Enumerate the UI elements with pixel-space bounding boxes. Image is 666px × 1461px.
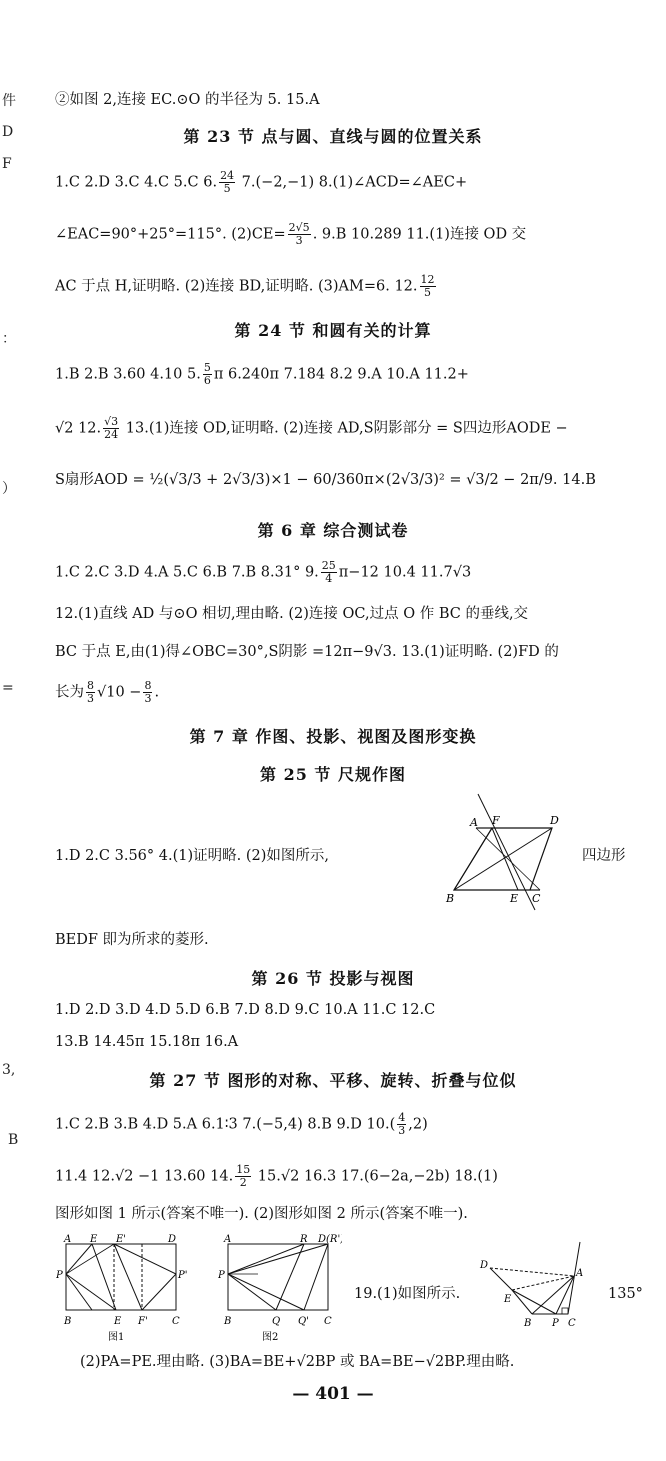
- edge-mark: 3,: [2, 1062, 16, 1078]
- point-label: C: [568, 1318, 576, 1328]
- text-line: 1.D 2.C 3.56° 4.(1)证明略. (2)如图所示,: [55, 848, 329, 864]
- text-line: [55, 416, 646, 441]
- text-run: 11.4 12.√2 −1 13.60 14.: [55, 1168, 234, 1185]
- text-line: [55, 1164, 646, 1189]
- edge-mark: ：: [2, 331, 16, 347]
- text-line: BC 于点 E,由(1)得∠OBC=30°,S阴影 =12π−9√3. 13.(1)证明略. (2)FD 的: [55, 644, 559, 660]
- edge-mark: D: [2, 124, 14, 140]
- figure-3: [476, 1238, 586, 1332]
- point-label: E: [114, 1316, 122, 1327]
- point-label: C: [324, 1316, 332, 1327]
- figure-2: [218, 1234, 342, 1350]
- point-label: C: [172, 1316, 180, 1327]
- point-label: Q': [298, 1316, 309, 1327]
- figure-caption: 图2: [262, 1332, 279, 1343]
- text-line: (2)PA=PE.理由略. (3)BA=BE+√2BP 或 BA=BE−√2BP.理由略.: [80, 1354, 515, 1370]
- edge-mark: ）: [2, 481, 16, 497]
- section-title: 第 26 节 投影与视图: [251, 969, 415, 988]
- point-label: A: [470, 816, 478, 829]
- point-label: D: [550, 814, 559, 827]
- fraction: $\frac{5}{6}$: [203, 361, 211, 387]
- point-label: B: [64, 1316, 72, 1327]
- text-line: 19.(1)如图所示.: [354, 1286, 461, 1302]
- text-line: 12.(1)直线 AD 与⊙O 相切,理由略. (2)连接 OC,过点 O 作 BC 的垂线,交: [55, 606, 529, 622]
- text-run: AC 于点 H,证明略. (2)连接 BD,证明略. (3)AM=6. 12.: [55, 278, 418, 295]
- fraction: $\frac{15}{2}$: [236, 1163, 251, 1189]
- point-label: E: [504, 1294, 512, 1305]
- text-line: BEDF 即为所求的菱形.: [55, 932, 209, 948]
- point-label: F: [492, 814, 500, 827]
- point-label: Q: [272, 1316, 281, 1327]
- point-label: A: [224, 1234, 232, 1245]
- section-title: 第 27 节 图形的对称、平移、旋转、折叠与位似: [149, 1071, 517, 1090]
- point-label: D: [168, 1234, 177, 1245]
- text-line: [55, 274, 646, 299]
- text-line: 1.C 2.B 3.B 4.D 5.A 6.1∶3 7.(−5,4) 8.B 9.D 10.( $\frac{4}{3}$ ,2): [55, 1111, 428, 1137]
- fraction: $\frac{8}{3}$: [144, 679, 152, 705]
- fraction: $\frac{8}{3}$: [87, 679, 94, 705]
- edge-mark: F: [2, 156, 12, 172]
- figure-1: [56, 1234, 198, 1350]
- text-run: 15.√2 16.3 17.(6−2a,−2b) 18.(1): [253, 1168, 498, 1185]
- edge-mark: =: [2, 680, 14, 696]
- fraction: $\frac{25}{4}$: [321, 559, 336, 585]
- fraction: $\frac{2√5}{3}$: [288, 221, 310, 247]
- point-label: P: [552, 1318, 559, 1328]
- point-label: F': [138, 1316, 148, 1327]
- point-label: D: [480, 1260, 489, 1271]
- text-run: 1.C 2.D 3.C 4.C 5.C 6.: [55, 174, 218, 191]
- fraction: $\frac{√3}{24}$: [104, 415, 119, 441]
- point-label: B: [524, 1318, 532, 1328]
- text-run: π−12 10.4 11.7√3: [338, 564, 472, 581]
- text-run: 7.(−2,−1) 8.(1)∠ACD=∠AEC+: [237, 174, 468, 191]
- point-label: D(R'): [318, 1234, 342, 1245]
- text-line: 四边形: [582, 848, 626, 864]
- text-line: 13.B 14.45π 15.18π 16.A: [55, 1034, 239, 1050]
- chapter-title: 第 6 章 综合测试卷: [257, 521, 409, 540]
- fraction: $\frac{12}{5}$: [420, 273, 435, 299]
- fraction: $\frac{4}{3}$: [398, 1111, 406, 1137]
- point-label: E': [116, 1234, 127, 1245]
- point-label: P': [178, 1270, 188, 1281]
- text-line: 1.D 2.D 3.D 4.D 5.D 6.B 7.D 8.D 9.C 10.A 11.C 12.C: [55, 1002, 436, 1018]
- text-line: S扇形AOD = ½(√3/3 + 2√3/3)×1 − 60/360π×(2√3/3)² = √3/2 − 2π/9. 14.B: [55, 472, 596, 488]
- point-label: E: [90, 1234, 98, 1245]
- text-run: 1.C 2.C 3.D 4.A 5.C 6.B 7.B 8.31° 9.: [55, 564, 319, 581]
- text-run: ∠EAC=90°+25°=115°. (2)CE=: [55, 226, 286, 243]
- section-title: 第 24 节 和圆有关的计算: [234, 321, 432, 340]
- fraction: $\frac{24}{5}$: [220, 169, 235, 195]
- text-run: 1.C 2.B 3.B 4.D 5.A 6.1∶3 7.(−5,4) 8.B 9.D 10.: [55, 1116, 390, 1133]
- edge-mark: B: [8, 1132, 19, 1148]
- text-run: 1.B 2.B 3.60 4.10 5.: [55, 366, 201, 383]
- text-line: [55, 560, 646, 585]
- text-run: 长为: [55, 684, 84, 701]
- text-run: √10 −: [97, 684, 142, 701]
- rhombus-figure: [440, 790, 580, 924]
- figure-caption: 图1: [108, 1332, 125, 1343]
- point-label: P: [218, 1270, 225, 1281]
- point-label: C: [532, 892, 541, 905]
- text-line: ②如图 2,连接 EC.⊙O 的半径为 5. 15.A: [55, 92, 320, 108]
- page-number: — 401 —: [292, 1384, 374, 1404]
- point-label: A: [576, 1268, 584, 1279]
- text-run: π 6.240π 7.184 8.2 9.A 10.A 11.2+: [213, 366, 469, 383]
- point-label: A: [64, 1234, 72, 1245]
- point-label: R: [300, 1234, 308, 1245]
- text-line: [55, 170, 646, 195]
- text-run: 13.(1)连接 OD,证明略. (2)连接 AD,S阴影部分 = S四边形AODE −: [121, 420, 568, 437]
- text-line: [55, 222, 646, 247]
- edge-mark: 件: [2, 93, 16, 109]
- section-title: 第 25 节 尺规作图: [260, 765, 406, 784]
- point-label: B: [446, 892, 455, 905]
- text-run: .: [154, 684, 160, 701]
- point-label: B: [224, 1316, 232, 1327]
- text-line: [55, 680, 646, 705]
- text-line: 图形如图 1 所示(答案不唯一). (2)图形如图 2 所示(答案不唯一).: [55, 1206, 468, 1222]
- point-label: E: [510, 892, 519, 905]
- section-title: 第 23 节 点与圆、直线与圆的位置关系: [183, 127, 483, 146]
- chapter-title: 第 7 章 作图、投影、视图及图形变换: [189, 727, 477, 746]
- point-label: P: [56, 1270, 63, 1281]
- text-line: [55, 362, 646, 387]
- text-run: √2 12.: [55, 420, 102, 437]
- angle-label: 135°: [608, 1286, 643, 1302]
- text-run: . 9.B 10.289 11.(1)连接 OD 交: [312, 226, 527, 243]
